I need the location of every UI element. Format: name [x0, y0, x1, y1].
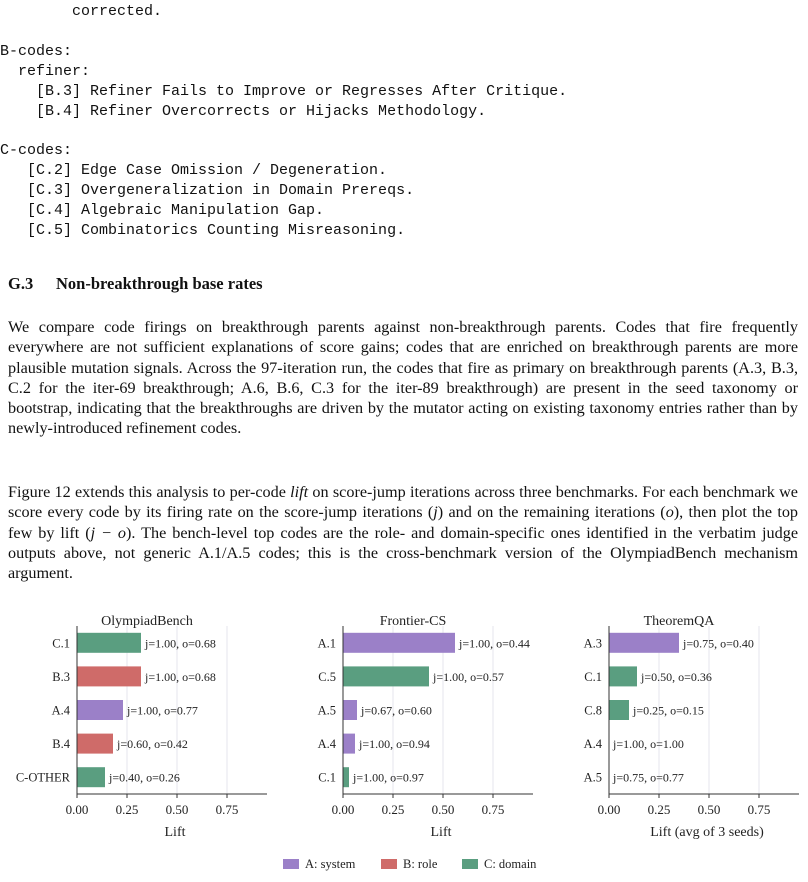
x-tick-label: 0.00	[65, 802, 89, 817]
bar-b.4	[77, 734, 113, 754]
data-label: j=0.25, o=0.15	[633, 703, 704, 718]
legend-swatch-role	[381, 859, 397, 869]
category-label: A.1	[317, 636, 336, 651]
data-label: j=0.75, o=0.40	[683, 636, 754, 651]
data-label: j=1.00, o=0.94	[359, 737, 430, 752]
x-tick-label: 0.50	[431, 802, 455, 817]
category-label: C.1	[52, 636, 70, 651]
code-c4: [C.4] Algebraic Manipulation Gap.	[0, 202, 325, 219]
bar-c.8	[609, 700, 629, 720]
category-label: C.1	[318, 770, 336, 785]
section-heading	[8, 274, 263, 294]
section-number: G.3	[8, 274, 34, 293]
c-codes-header: C-codes:	[0, 142, 73, 159]
bar-a.5	[343, 700, 357, 720]
section-title: Non-breakthrough base rates	[56, 274, 263, 293]
lift-figure	[0, 610, 808, 882]
bar-c.1	[343, 767, 349, 787]
bar-b.3	[77, 666, 141, 686]
code-c2: [C.2] Edge Case Omission / Degeneration.	[0, 162, 388, 179]
data-label: j=1.00, o=0.68	[145, 636, 216, 651]
category-label: A.4	[51, 703, 70, 718]
category-label: C.5	[318, 669, 336, 684]
x-tick-label: 0.25	[115, 802, 139, 817]
x-tick-label: 0.25	[647, 802, 671, 817]
data-label: j=1.00, o=1.00	[613, 737, 684, 752]
data-label: j=0.75, o=0.77	[613, 770, 684, 785]
bar-c.1	[77, 633, 141, 653]
code-c3: [C.3] Overgeneralization in Domain Prereqs.	[0, 182, 415, 199]
legend-label: B: role	[403, 857, 438, 871]
data-label: j=0.40, o=0.26	[109, 770, 180, 785]
x-tick-label: 0.00	[597, 802, 621, 817]
category-label: C-OTHER	[15, 770, 70, 785]
category-label: A.5	[583, 770, 602, 785]
bar-a.3	[609, 633, 679, 653]
bar-c.5	[343, 666, 429, 686]
x-tick-label: 0.25	[381, 802, 405, 817]
chart-title: Frontier-CS	[379, 614, 447, 629]
data-label: j=1.00, o=0.77	[127, 703, 198, 718]
paragraph-2: Figure 12 extends this analysis to per-code lift on score-jump iterations across three benchmarks. For each benchmark we score every code by its firing rate on the score-jump iterations (j) and on the remaining iterations (o), then plot the top few by lift (j − o). The bench-level top codes are the role- and domain-specific ones identified in the verbatim judge outputs above, not generic A.1/A.5 codes; this is the cross-benchmark version of the OlympiadBench mechanism argument.	[8, 483, 799, 583]
x-tick-label: 0.00	[331, 802, 355, 817]
data-label: j=0.67, o=0.60	[361, 703, 432, 718]
data-label: j=0.50, o=0.36	[641, 669, 712, 684]
listing-line: corrected.	[0, 3, 163, 20]
code-b3: [B.3] Refiner Fails to Improve or Regresses After Critique.	[0, 83, 568, 100]
paragraph-1: We compare code firings on breakthrough parents against non-breakthrough parents. Codes that fire frequently everywhere are not sufficient explanations of score gains; codes that are enriched on breakthrough parents are more plausible mutation signals. Across the 97-iteration run, the codes that fire as primary on breakthrough parents (A.3, B.3, C.2 for the iter-69 breakthrough; A.6, B.6, C.3 for the iter-89 breakthrough) are present in the seed taxonomy or bootstrap, indicating that the breakthroughs are driven by the mutator acting on existing taxonomy entries rather than by newly-introduced refinement codes.	[8, 318, 798, 438]
refiner-group: refiner:	[0, 63, 91, 80]
legend-swatch-system	[283, 859, 299, 869]
category-label: A.4	[583, 737, 602, 752]
data-label: j=1.00, o=0.97	[353, 770, 424, 785]
bar-c.1	[609, 666, 637, 686]
category-label: A.3	[583, 636, 602, 651]
x-tick-label: 0.75	[215, 802, 239, 817]
bar-a.4	[343, 734, 355, 754]
legend-swatch-domain	[462, 859, 478, 869]
category-label: A.5	[317, 703, 336, 718]
code-c5: [C.5] Combinatorics Counting Misreasoning.	[0, 222, 406, 239]
data-label: j=1.00, o=0.44	[459, 636, 530, 651]
legend-label: A: system	[305, 857, 356, 871]
chart-title: OlympiadBench	[101, 614, 193, 629]
category-label: B.4	[52, 737, 70, 752]
legend-label: C: domain	[484, 857, 537, 871]
data-label: j=1.00, o=0.57	[433, 669, 504, 684]
x-tick-label: 0.75	[747, 802, 771, 817]
category-label: B.3	[52, 669, 70, 684]
chart-title: TheoremQA	[643, 614, 715, 629]
x-axis-label: Lift	[430, 825, 452, 840]
category-label: C.1	[584, 669, 602, 684]
x-tick-label: 0.75	[481, 802, 505, 817]
b-codes-header: B-codes:	[0, 43, 73, 60]
data-label: j=0.60, o=0.42	[117, 737, 188, 752]
x-axis-label: Lift	[164, 825, 186, 840]
x-axis-label: Lift (avg of 3 seeds)	[650, 825, 764, 840]
category-label: A.4	[317, 737, 336, 752]
x-tick-label: 0.50	[165, 802, 189, 817]
bar-a.4	[77, 700, 123, 720]
x-tick-label: 0.50	[697, 802, 721, 817]
category-label: C.8	[584, 703, 602, 718]
data-label: j=1.00, o=0.68	[145, 669, 216, 684]
bar-c-other	[77, 767, 105, 787]
code-b4: [B.4] Refiner Overcorrects or Hijacks Methodology.	[0, 103, 487, 120]
bar-a.1	[343, 633, 455, 653]
